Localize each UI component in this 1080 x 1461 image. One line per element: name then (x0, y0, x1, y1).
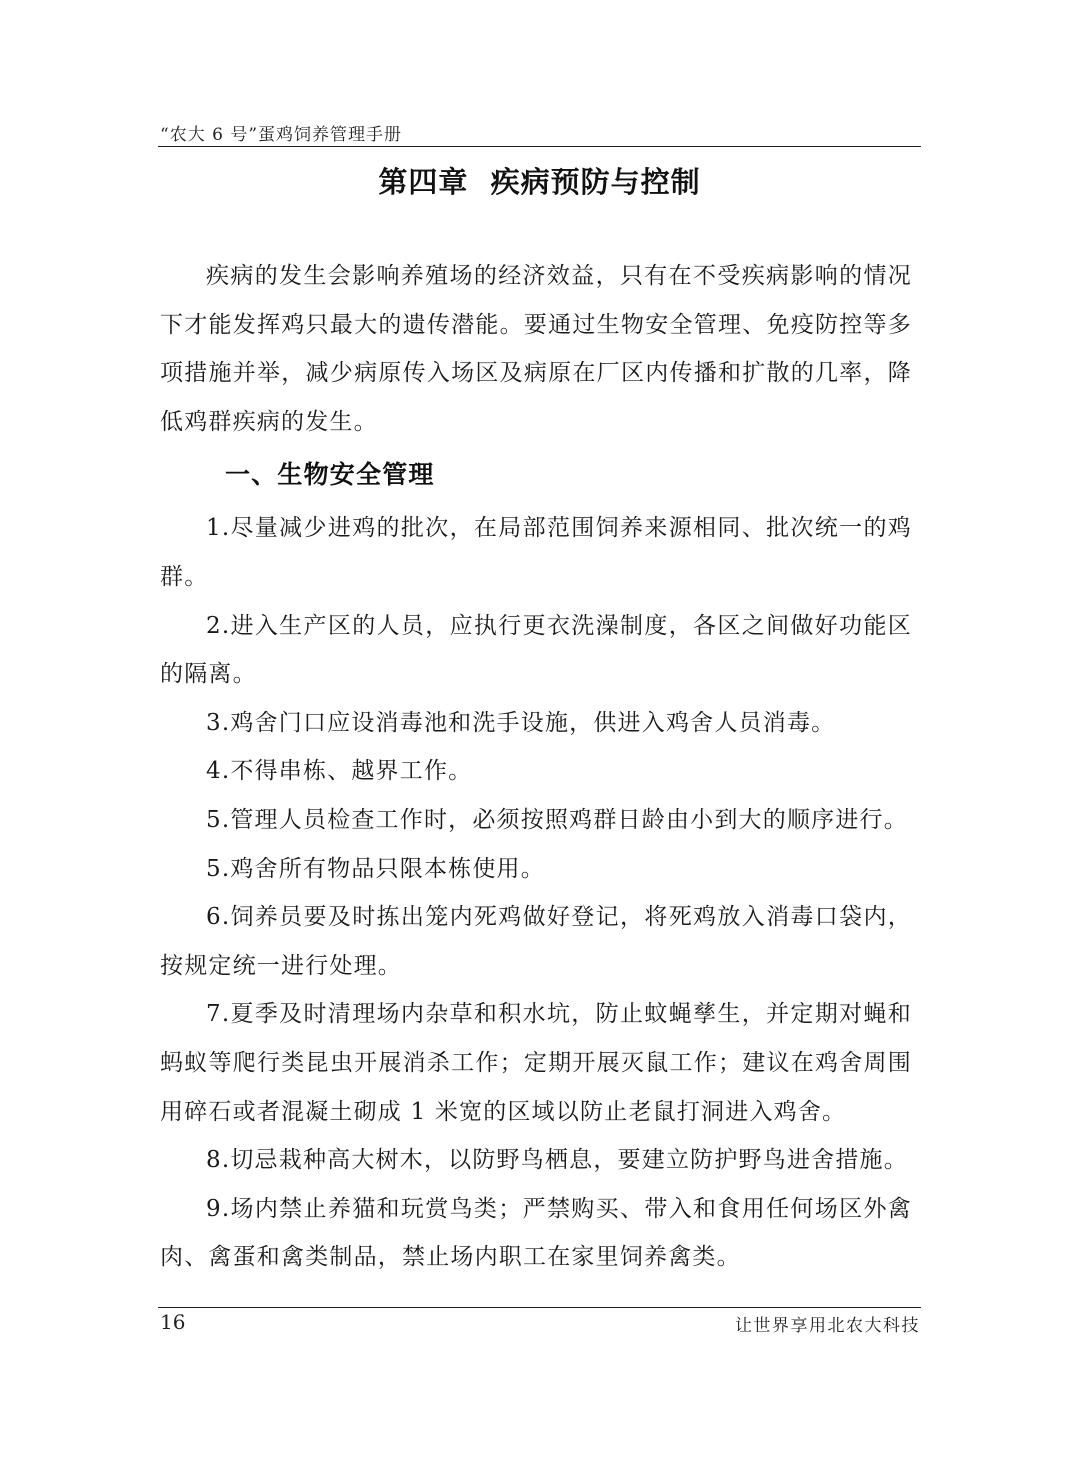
list-item: 5.鸡舍所有物品只限本栋使用。 (206, 855, 545, 882)
page-number: 16 (160, 1310, 186, 1334)
section-heading: 一、生物安全管理 (225, 460, 435, 490)
list-item: 1.尽量减少进鸡的批次，在局部范围饲养来源相同、批次统一的鸡群。 (160, 515, 912, 590)
running-header: “农大 6 号”蛋鸡饲养管理手册 (160, 125, 403, 145)
header-divider (158, 146, 921, 147)
list-item: 5.管理人员检查工作时，必须按照鸡群日龄由小到大的顺序进行。 (206, 806, 908, 833)
list-item: 9.场内禁止养猫和玩赏鸟类；严禁购买、带入和食用任何场区外禽肉、禽蛋和禽类制品，禁止场内职工在家里饲养禽类。 (160, 1195, 912, 1271)
list-item: 4.不得串栋、越界工作。 (206, 758, 473, 785)
intro-paragraph: 疾病的发生会影响养殖场的经济效益，只有在不受疾病影响的情况下才能发挥鸡只最大的遗传潜能。要通过生物安全管理、免疫防控等多项措施并举，减少病原传入场区及病原在厂区内传播和扩散的几率，降低鸡群疾病的发生。 (160, 263, 912, 435)
list-item: 6.饲养员要及时拣出笼内死鸡做好登记，将死鸡放入消毒口袋内，按规定统一进行处理。 (160, 904, 912, 979)
body-text (160, 252, 912, 1282)
list-item: 7.夏季及时清理场内杂草和积水坑，防止蚊蝇孳生，并定期对蝇和蚂蚁等爬行类昆虫开展消杀工作；定期开展灭鼠工作；建议在鸡舍周围用碎石或者混凝土砌成 1 米宽的区域以防止老鼠打洞进入鸡舍。 (160, 1001, 912, 1125)
chapter-title: 第四章 疾病预防与控制 (378, 165, 701, 199)
list-item: 8.切忌栽种高大树木，以防野鸟栖息，要建立防护野鸟进舍措施。 (206, 1147, 908, 1174)
list-item: 2.进入生产区的人员，应执行更衣洗澡制度，各区之间做好功能区的隔离。 (160, 612, 912, 688)
footer-slogan: 让世界享用北农大科技 (735, 1316, 920, 1336)
footer-divider (158, 1307, 921, 1308)
list-item: 3.鸡舍门口应设消毒池和洗手设施，供进入鸡舍人员消毒。 (206, 709, 836, 736)
